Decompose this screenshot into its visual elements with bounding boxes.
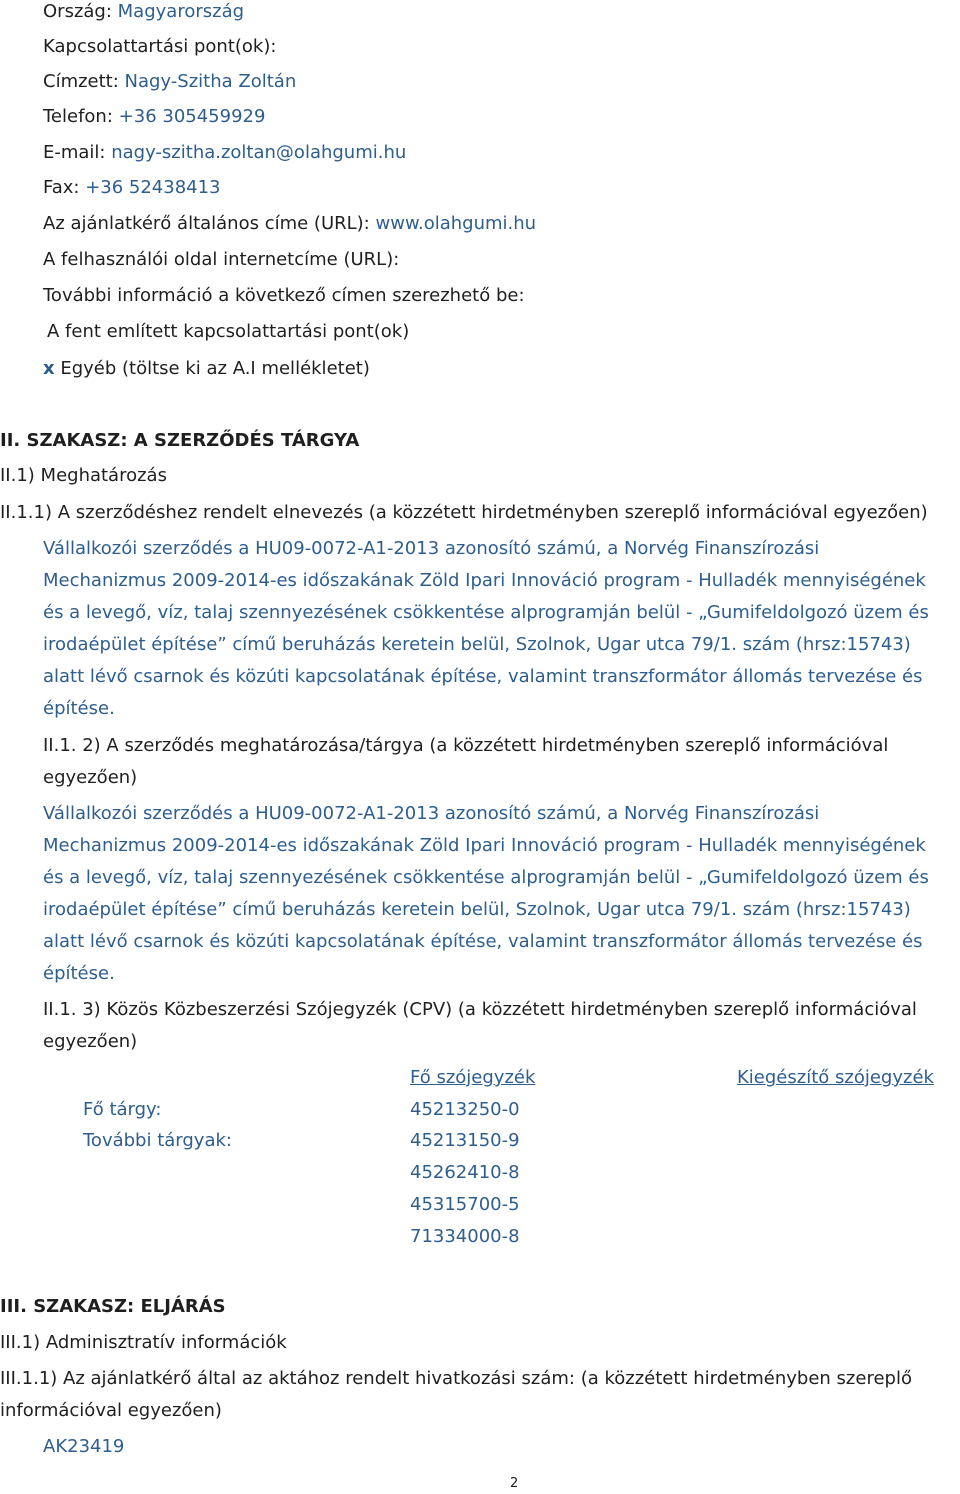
- section2-q3-line1: II.1. 3) Közös Közbeszerzési Szójegyzék (CPV) (a közzétett hirdetményben szereplő információval: [43, 999, 917, 1020]
- answer2-line: irodaépület építése” című beruházás keretein belül, Szolnok, Ugar utca 79/1. szám (hrsz:15743): [43, 899, 911, 920]
- fax-value: +36 52438413: [85, 177, 221, 198]
- cpv-more-label: További tárgyak:: [83, 1130, 232, 1151]
- country-label: Ország:: [43, 1, 112, 22]
- cpv-code: 45315700-5: [410, 1194, 520, 1215]
- cpv-main-label: Fő tárgy:: [83, 1099, 162, 1120]
- email-link[interactable]: nagy-szitha.zoltan@olahgumi.hu: [111, 142, 407, 163]
- answer1-line: Mechanizmus 2009-2014-es időszakának Zöld Ipari Innováció program - Hulladék mennyiségének: [43, 570, 926, 591]
- cpv-code: 71334000-8: [410, 1226, 520, 1247]
- url-line: [43, 212, 536, 236]
- answer1-line: alatt lévő csarnok és közúti kapcsolatának építése, valamint transzformátor állomás tervezése és: [43, 666, 923, 687]
- email-line: [43, 141, 406, 165]
- cpv-code: 45213150-9: [410, 1130, 520, 1151]
- section2-q1: II.1.1) A szerződéshez rendelt elnevezés (a közzétett hirdetményben szereplő információval egyezően): [0, 502, 928, 523]
- answer1-line: építése.: [43, 698, 115, 719]
- answer2-line: és a levegő, víz, talaj szennyezésének csökkentése alprogramján belül - „Gumifeldolgozó üzem és: [43, 867, 929, 888]
- email-label: E-mail:: [43, 142, 106, 163]
- user-page-label: A felhasználói oldal internetcíme (URL):: [43, 249, 400, 270]
- option-above: A fent említett kapcsolattartási pont(ok): [47, 321, 410, 342]
- option-other-label: Egyéb (töltse ki az A.I mellékletet): [60, 358, 370, 379]
- answer2-line: építése.: [43, 963, 115, 984]
- fax-label: Fax:: [43, 177, 80, 198]
- answer1-line: irodaépület építése” című beruházás keretein belül, Szolnok, Ugar utca 79/1. szám (hrsz:15743): [43, 634, 911, 655]
- fax-line: [43, 176, 221, 200]
- phone-label: Telefon:: [43, 106, 113, 127]
- recipient-label: Címzett:: [43, 71, 119, 92]
- recipient-value: Nagy-Szitha Zoltán: [124, 71, 297, 92]
- country-value: Magyarország: [117, 1, 245, 22]
- phone-line: [43, 105, 265, 129]
- section2-q2-line1: II.1. 2) A szerződés meghatározása/tárgya (a közzétett hirdetményben szereplő információval: [43, 735, 889, 756]
- section2-sub: II.1) Meghatározás: [0, 465, 167, 486]
- section3-q1-line2: információval egyezően): [0, 1400, 222, 1421]
- reference-number: AK23419: [43, 1436, 125, 1457]
- phone-value: +36 305459929: [118, 106, 266, 127]
- answer1-line: Vállalkozói szerződés a HU09-0072-A1-2013 azonosító számú, a Norvég Finanszírozási: [43, 538, 820, 559]
- section2-q2-line2: egyezően): [43, 767, 138, 788]
- section3-q1-line1: III.1.1) Az ajánlatkérő által az aktához rendelt hivatkozási szám: (a közzétett hirdetményben szereplő: [0, 1368, 912, 1389]
- answer2-line: Mechanizmus 2009-2014-es időszakának Zöld Ipari Innováció program - Hulladék mennyiségének: [43, 835, 926, 856]
- answer1-line: és a levegő, víz, talaj szennyezésének csökkentése alprogramján belül - „Gumifeldolgozó üzem és: [43, 602, 929, 623]
- url-link[interactable]: www.olahgumi.hu: [375, 213, 537, 234]
- cpv-main-code: 45213250-0: [410, 1099, 520, 1120]
- cpv-code: 45262410-8: [410, 1162, 520, 1183]
- section2-q3-line2: egyezően): [43, 1031, 138, 1052]
- cpv-extra-header: Kiegészítő szójegyzék: [737, 1067, 934, 1088]
- more-info-label: További információ a következő címen szerezhető be:: [43, 285, 525, 306]
- page-number: 2: [510, 1476, 519, 1491]
- country-line: [43, 0, 244, 24]
- contact-points-label: Kapcsolattartási pont(ok):: [43, 36, 277, 57]
- answer2-line: Vállalkozói szerződés a HU09-0072-A1-2013 azonosító számú, a Norvég Finanszírozási: [43, 803, 820, 824]
- cpv-main-header: Fő szójegyzék: [410, 1067, 536, 1088]
- section3-heading: III. SZAKASZ: ELJÁRÁS: [0, 1296, 226, 1317]
- answer2-line: alatt lévő csarnok és közúti kapcsolatának építése, valamint transzformátor állomás tervezése és: [43, 931, 923, 952]
- option-other-line: [43, 357, 370, 381]
- url-label: Az ajánlatkérő általános címe (URL):: [43, 213, 370, 234]
- recipient-line: [43, 70, 296, 94]
- section3-sub: III.1) Adminisztratív információk: [0, 1332, 287, 1353]
- section2-heading: II. SZAKASZ: A SZERZŐDÉS TÁRGYA: [0, 430, 360, 451]
- option-other-checkmark: x: [43, 358, 55, 379]
